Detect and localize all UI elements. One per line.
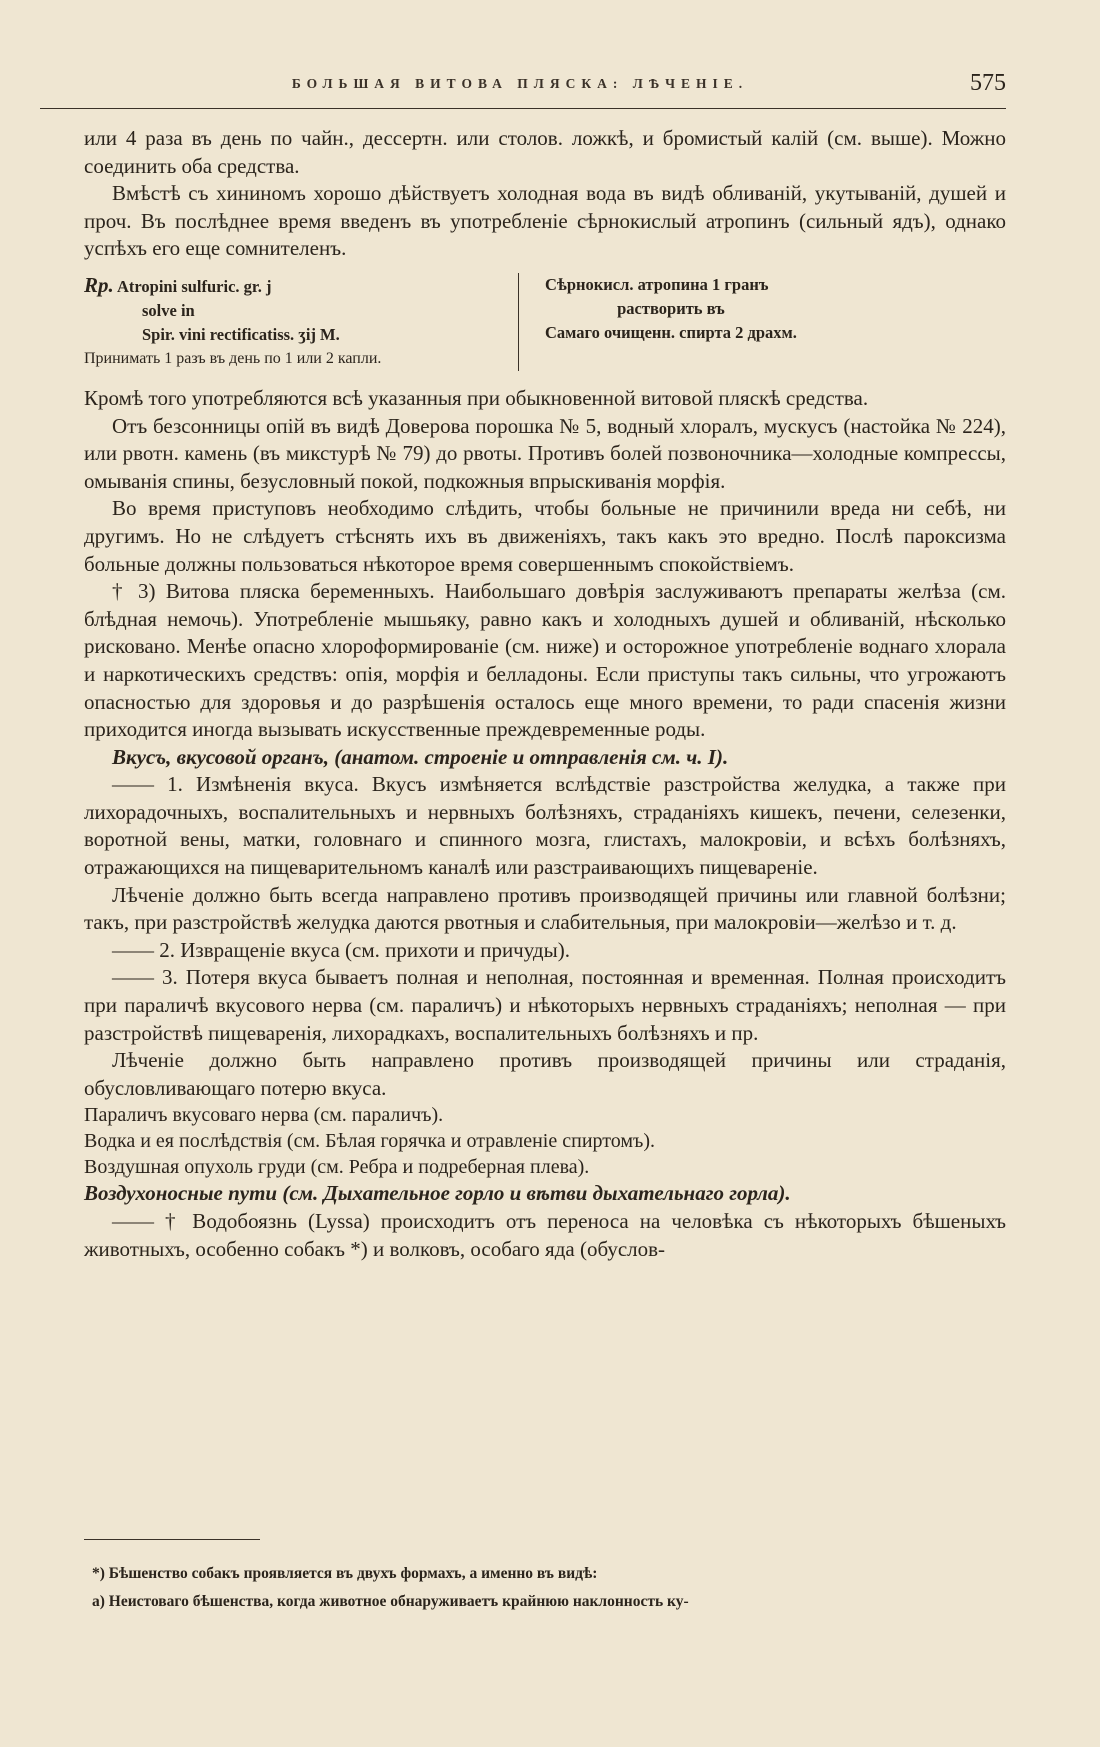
paragraph: Во время приступовъ необходимо слѣдить, чтобы больные не причинили вреда ни себѣ, ни другимъ. Но не слѣдуетъ стѣснять ихъ въ движеніяхъ, такъ какъ это вредно. Послѣ пароксизма больные должны пользоваться нѣкоторое время совершеннымъ спокойствіемъ. <box>84 496 1006 576</box>
paragraph: —— 2. Извращеніе вкуса (см. прихоти и причуды). <box>112 937 570 962</box>
paragraph: Вмѣстѣ съ хининомъ хорошо дѣйствуетъ холодная вода въ видѣ обливаній, укутываній, душей и проч. Въ послѣднее время введенъ въ употребленіе сѣрнокислый атропинъ (сильный ядъ), однако успѣхъ его еще сомнителенъ. <box>84 181 1006 261</box>
page-number: 575 <box>970 70 1006 96</box>
footnote <box>92 1560 1006 1616</box>
cross-reference: Водка и ея послѣдствія (см. Бѣлая горячка и отравленіе спиртомъ). <box>84 1130 656 1153</box>
footnote-line: *) Бѣшенство собакъ проявляется въ двухъ формахъ, а именно въ видѣ: <box>92 1565 598 1582</box>
page-header <box>40 72 1006 109</box>
prescription-russian <box>519 273 797 371</box>
page-body <box>84 125 1006 1263</box>
paragraph: Отъ безсонницы опій въ видѣ Доверова порошка № 5, водный хлоралъ, мускусъ (настойка № 224), или рвотн. камень (въ микстурѣ № 79) до рвоты. Противъ болей позвоночника—холодные компрессы, омыванія спины, безусловный покой, подкожныя впрыскиванія морфія. <box>84 413 1006 493</box>
rx-line: растворить въ <box>617 298 725 318</box>
rx-line: Сѣрнокисл. атропина 1 гранъ <box>545 274 769 294</box>
paragraph: Лѣченіе должно быть всегда направлено противъ производящей причины или главной болѣзни; такъ, при разстройствѣ желудка даются рвотныя и слабительныя, при малокровіи—желѣзо и т. д. <box>84 882 1006 935</box>
entry-heading: Воздухоносные пути (см. Дыхательное горло и вѣтви дыхательнаго горла). <box>84 1181 791 1206</box>
prescription <box>84 273 1006 371</box>
paragraph: —— 1. Измѣненія вкуса. Вкусъ измѣняется вслѣдствіе разстройства желудка, а также при лихорадочныхъ, воспалительныхъ и нервныхъ болѣзняхъ, страданіяхъ кишекъ, печени, селезенки, воротной вены, матки, головнаго и спинного мозга, глистахъ, малокровіи, и всѣхъ болѣзняхъ, отражающихся на пищеварительномъ каналѣ или разстраивающихъ пищевареніе. <box>84 772 1006 880</box>
paragraph: —— † Водобоязнь (Lyssa) происходитъ отъ переноса на человѣка съ нѣкоторыхъ бѣшеныхъ животныхъ, особенно собакъ *) и волковъ, особаго яда (обуслов- <box>84 1209 1006 1261</box>
rx-line: Spir. vini rectificatiss. ʒij M. <box>142 324 340 344</box>
footnote-rule <box>84 1539 260 1540</box>
rx-dose: Принимать 1 разъ въ день по 1 или 2 капли. <box>84 349 382 367</box>
paragraph: или 4 раза въ день по чайн., дессертн. или столов. ложкѣ, и бромистый калій (см. выше). Можно соединить оба средства. <box>84 126 1006 178</box>
rx-line: Самаго очищенн. спирта 2 драхм. <box>545 322 797 342</box>
running-title: БОЛЬШАЯ ВИТОВА ПЛЯСКА: ЛѢЧЕНІЕ. <box>291 76 749 91</box>
entry-heading: Вкусъ, вкусовой органъ, (анатом. строеніе и отправленія см. ч. I). <box>112 744 729 769</box>
recipe-sign: Rp. <box>84 272 114 297</box>
rx-line: Atropini sulfuric. gr. j <box>116 276 272 296</box>
cross-reference: Параличъ вкусоваго нерва (см. параличъ). <box>84 1104 444 1127</box>
rx-line: solve in <box>142 300 195 320</box>
footnote-line: а) Неистоваго бѣшенства, когда животное обнаруживаетъ крайнюю наклонность ку- <box>92 1593 689 1610</box>
paragraph: † 3) Витова пляска беременныхъ. Наибольшаго довѣрія заслуживаютъ препараты желѣза (см. блѣдная немочь). Употребленіе мышьяку, равно какъ и холодныхъ душей и обливаній, нѣсколько рисковано. Менѣе опасно хлороформированіе (см. ниже) и осторожное употребленіе воднаго хлорала и наркотическихъ средствъ: опія, морфія и белладоны. Если приступы такъ сильны, что угрожаютъ опасностью для здоровья и до разрѣшенія осталось еще много времени, то ради спасенія жизни приходится иногда вызывать искусственные преждевременные роды. <box>84 579 1006 742</box>
cross-reference: Воздушная опухоль груди (см. Ребра и подреберная плева). <box>84 1156 590 1179</box>
paragraph: —— 3. Потеря вкуса бываетъ полная и неполная, постоянная и временная. Полная происходитъ при параличѣ вкусового нерва (см. параличъ) и нѣкоторыхъ нервныхъ страданіяхъ; неполная — при разстройствѣ пищеваренія, лихорадкахъ, воспалительныхъ болѣзняхъ и пр. <box>84 965 1006 1045</box>
paragraph: Лѣченіе должно быть направлено противъ производящей причины или страданія, обусловливающаго потерю вкуса. <box>84 1048 1006 1100</box>
prescription-latin <box>84 273 519 371</box>
paragraph: Кромѣ того употребляются всѣ указанныя при обыкновенной витовой пляскѣ средства. <box>84 385 869 410</box>
